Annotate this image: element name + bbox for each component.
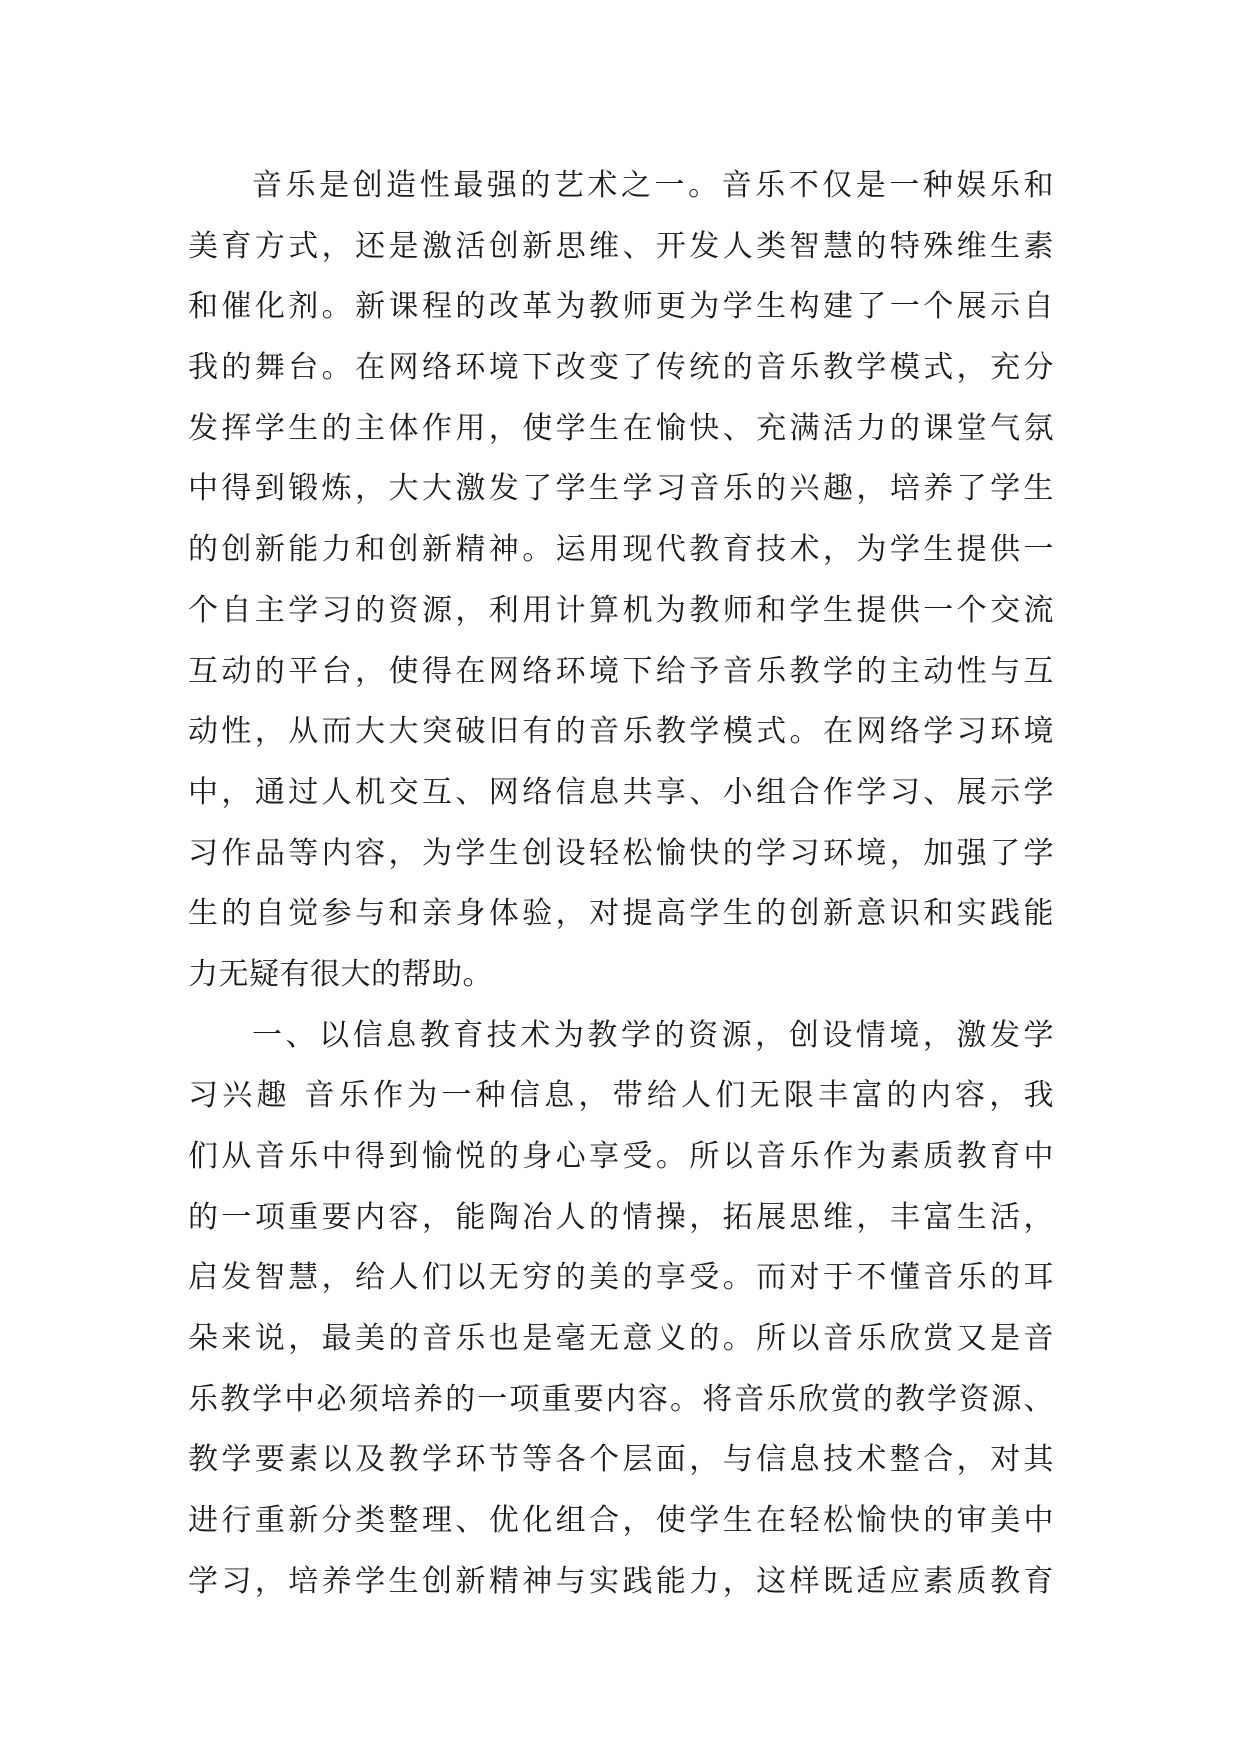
text-line: 发挥学生的主体作用，使学生在愉快、充满活力的课堂气氛 [188, 410, 1054, 446]
text-line: 学习，培养学生创新精神与实践能力，这样既适应素质教育 [188, 1563, 1054, 1599]
body-text [188, 156, 1054, 1613]
text-line: 教学要素以及教学环节等各个层面，与信息技术整合，对其 [188, 1442, 1054, 1478]
text-line: 启发智慧，给人们以无穷的美的享受。而对于不懂音乐的耳 [188, 1260, 1054, 1296]
text-line: 生的自觉参与和亲身体验，对提高学生的创新意识和实践能 [188, 896, 1054, 932]
text-line: 中得到锻炼，大大激发了学生学习音乐的兴趣，培养了学生 [188, 471, 1054, 507]
text-line: 一、以信息教育技术为教学的资源，创设情境，激发学 [252, 1017, 1054, 1053]
text-line: 互动的平台，使得在网络环境下给予音乐教学的主动性与互 [188, 653, 1054, 689]
text-line: 和催化剂。新课程的改革为教师更为学生构建了一个展示自 [188, 289, 1054, 325]
text-line: 进行重新分类整理、优化组合，使学生在轻松愉快的审美中 [188, 1503, 1054, 1539]
text-line: 朵来说，最美的音乐也是毫无意义的。所以音乐欣赏又是音 [188, 1321, 1054, 1357]
text-line: 中，通过人机交互、网络信息共享、小组合作学习、展示学 [188, 774, 1054, 810]
paragraph [188, 1006, 1054, 1613]
text-line: 力无疑有很大的帮助。 [188, 956, 493, 992]
paragraph [188, 156, 1054, 1006]
text-line: 个自主学习的资源，利用计算机为教师和学生提供一个交流 [188, 592, 1054, 628]
text-line: 美育方式，还是激活创新思维、开发人类智慧的特殊维生素 [188, 228, 1054, 264]
text-line: 乐教学中必须培养的一项重要内容。将音乐欣赏的教学资源、 [188, 1381, 1054, 1417]
text-line: 们从音乐中得到愉悦的身心享受。所以音乐作为素质教育中 [188, 1139, 1054, 1174]
text-line: 习作品等内容，为学生创设轻松愉快的学习环境，加强了学 [188, 835, 1054, 871]
text-line: 我的舞台。在网络环境下改变了传统的音乐教学模式，充分 [188, 350, 1054, 386]
text-line: 动性，从而大大突破旧有的音乐教学模式。在网络学习环境 [188, 714, 1054, 750]
text-line: 音乐是创造性最强的艺术之一。音乐不仅是一种娱乐和 [252, 168, 1054, 203]
text-line: 习兴趣 音乐作为一种信息，带给人们无限丰富的内容，我 [188, 1078, 1054, 1114]
text-line: 的创新能力和创新精神。运用现代教育技术，为学生提供一 [188, 532, 1054, 568]
text-line: 的一项重要内容，能陶冶人的情操，拓展思维，丰富生活， [188, 1199, 1054, 1235]
